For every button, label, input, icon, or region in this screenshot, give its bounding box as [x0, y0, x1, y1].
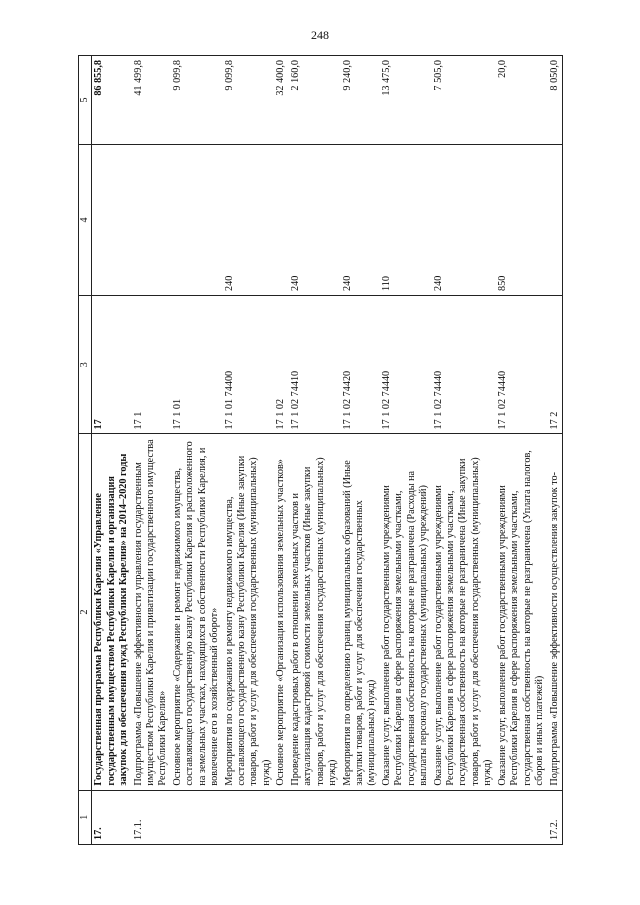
row-number-cell	[341, 790, 380, 844]
table-row	[432, 56, 496, 845]
row-amount-cell: 41 499,8	[132, 56, 171, 145]
row-amount-cell: 9 240,0	[341, 56, 380, 145]
row-code-cell: 17 1 02 74440	[496, 295, 548, 434]
row-number-cell	[432, 790, 496, 844]
table-row	[223, 56, 275, 845]
row-expense-type-cell: 240	[432, 145, 496, 296]
row-expense-type-cell	[171, 145, 223, 296]
row-amount-cell: 9 099,8	[223, 56, 275, 145]
row-number-cell	[171, 790, 223, 844]
row-amount-cell: 13 475,0	[380, 56, 432, 145]
row-expense-type-cell: 240	[289, 145, 341, 296]
budget-table	[78, 55, 563, 845]
table-row	[132, 56, 171, 845]
row-expense-type-cell	[132, 145, 171, 296]
row-code-cell: 17 1 02 74410	[289, 295, 341, 434]
row-amount-cell: 20,0	[496, 56, 548, 145]
row-number-cell: 17.1.	[132, 790, 171, 844]
column-header: 5	[79, 56, 92, 145]
row-code-cell: 17 1 02 74440	[432, 295, 496, 434]
row-description-cell: Оказание услуг, выполнение работ государственными учреждениями Республики Карелия в сфере распоряжения земельными участками, государственная собственность на которые не разграничена (Уплата налогов, сборов и иных платежей)	[496, 434, 548, 790]
row-description-cell: Оказание услуг, выполнение работ государственными учреждениями Республики Карелия в сфере распоряжения земельными участками, государственная собственность на которые не разграничена (Иные закупки товаров, работ и услуг для обеспечения государственных (муниципальных) нужд)	[432, 434, 496, 790]
row-code-cell: 17 1	[132, 295, 171, 434]
row-description-cell: Мероприятия по содержанию и ремонту недвижимого имущества, составляющего государственную казну Республики Карелия (Иные закупки товаров, работ и услуг для обеспечения государственных (муниципальных) нужд)	[223, 434, 275, 790]
row-description-cell: Государственная программа Республики Карелия «Управление государственным имуществом Республики Карелия и организация закупок для обеспечения нужд Республики Карелия» на 2014–2020 годы	[92, 434, 132, 790]
row-description-cell: Подпрограмма «Повышение эффективности осуществления закупок то-	[548, 434, 563, 790]
column-header: 4	[79, 145, 92, 296]
column-header: 3	[79, 295, 92, 434]
row-expense-type-cell	[92, 145, 132, 296]
table-row	[548, 56, 563, 845]
table-row	[171, 56, 223, 845]
table-row	[341, 56, 380, 845]
table-row	[496, 56, 548, 845]
row-description-cell: Мероприятия по определению границ муниципальных образований (Иные закупки товаров, работ и услуг для обеспечения государственных (муниципальных) нужд)	[341, 434, 380, 790]
row-amount-cell: 2 160,0	[289, 56, 341, 145]
row-expense-type-cell: 240	[341, 145, 380, 296]
row-amount-cell: 9 099,8	[171, 56, 223, 145]
row-description-cell: Проведение кадастровых работ в отношении земельных участков и актуализация кадастровой стоимости земельных участков (Иные закупки товаров, работ и услуг для обеспечения государственных (муниципальных) нужд)	[289, 434, 341, 790]
row-code-cell: 17 2	[548, 295, 563, 434]
row-code-cell: 17 1 02	[274, 295, 288, 434]
row-code-cell: 17 1 01	[171, 295, 223, 434]
row-amount-cell: 8 050,0	[548, 56, 563, 145]
row-code-cell: 17	[92, 295, 132, 434]
row-code-cell: 17 1 02 74420	[341, 295, 380, 434]
row-amount-cell: 7 505,0	[432, 56, 496, 145]
row-expense-type-cell: 850	[496, 145, 548, 296]
table-row	[380, 56, 432, 845]
table-row	[274, 56, 288, 845]
row-amount-cell: 32 400,0	[274, 56, 288, 145]
row-description-cell: Подпрограмма «Повышение эффективности управления государственным имуществом Республики Карелия и приватизации государственного имущества Республики Карелия»	[132, 434, 171, 790]
table-row	[289, 56, 341, 845]
column-header: 1	[79, 790, 92, 844]
row-description-cell: Основное мероприятие «Организация использования земельных участков»	[274, 434, 288, 790]
row-expense-type-cell	[274, 145, 288, 296]
row-description-cell: Оказание услуг, выполнение работ государственными учреждениями Республики Карелия в сфере распоряжения земельными участками, государственная собственность на которые не разграничена (Расходы на выплаты персоналу государственных (муниципальных) учреждений)	[380, 434, 432, 790]
row-expense-type-cell: 110	[380, 145, 432, 296]
row-number-cell	[223, 790, 275, 844]
row-expense-type-cell: 240	[223, 145, 275, 296]
table-row	[92, 56, 132, 845]
table-header-row	[79, 56, 92, 845]
row-number-cell: 17.2.	[548, 790, 563, 844]
row-code-cell: 17 1 02 74440	[380, 295, 432, 434]
row-code-cell: 17 1 01 74400	[223, 295, 275, 434]
row-expense-type-cell	[548, 145, 563, 296]
row-number-cell	[380, 790, 432, 844]
row-number-cell	[496, 790, 548, 844]
row-amount-cell: 86 855,8	[92, 56, 132, 145]
row-number-cell: 17.	[92, 790, 132, 844]
row-number-cell	[289, 790, 341, 844]
table-body	[92, 56, 563, 845]
row-description-cell: Основное мероприятие «Содержание и ремонт недвижимого имущества, составляющего государственную казну Республики Карелия и расположенного на земельных участках, находящихся в собственности Республики Карелия, и вовлечение его в хозяйственный оборот»	[171, 434, 223, 790]
page-number: 248	[311, 28, 329, 42]
rotated-table-container	[78, 55, 566, 845]
column-header: 2	[79, 434, 92, 790]
row-number-cell	[274, 790, 288, 844]
